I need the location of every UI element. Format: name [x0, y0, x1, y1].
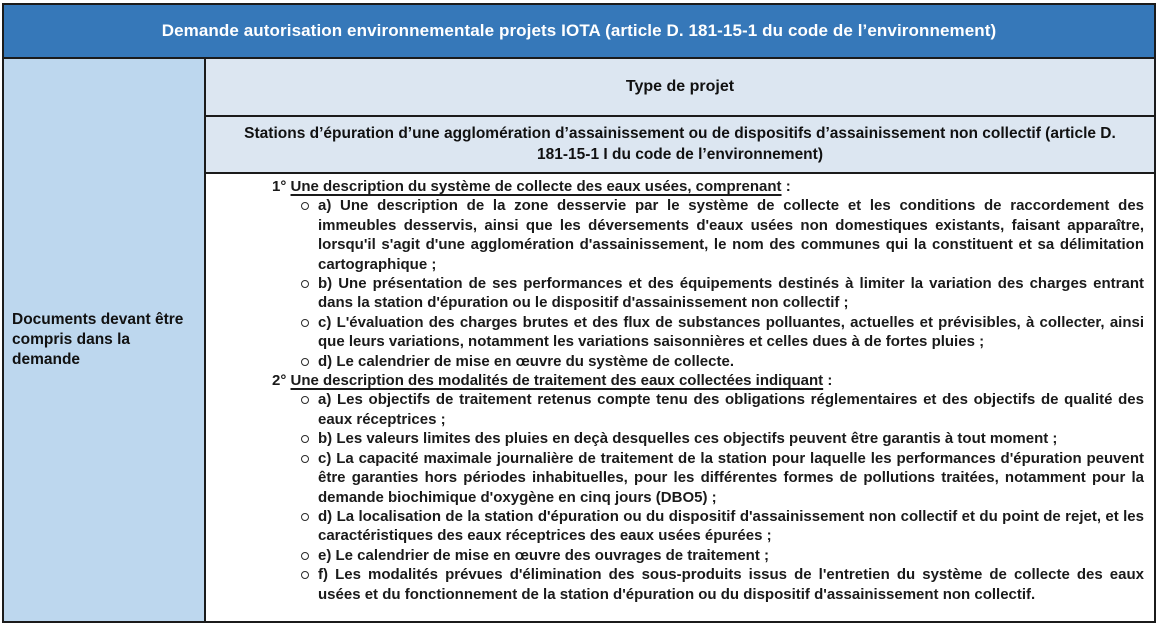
circle-bullet-icon	[301, 396, 309, 404]
column-header-label: Type de projet	[625, 78, 735, 95]
section-2	[206, 371, 1144, 604]
circle-bullet-icon	[301, 435, 309, 443]
list-item-text: a) Une description de la zone desservie par le système de collecte et les conditions de raccordement des immeubles desservis, ainsi que les déversements d'eaux usées non domestiques existants, faisant apparaître, lorsqu'il s'agit d'une agglomération d'assainissement, le nom des communes qui la constituent et sa délimitation cartographique ;	[318, 197, 1144, 273]
page-title: Demande autorisation environnementale projets IOTA (article D. 181-15-1 du code de l’environnement)	[161, 21, 997, 40]
circle-bullet-icon	[301, 571, 309, 579]
column-header-type-de-projet	[206, 59, 1154, 117]
list-item	[318, 449, 1144, 507]
section-1-heading	[272, 177, 1144, 196]
list-item	[318, 390, 1144, 429]
section-1	[206, 177, 1144, 371]
table-right-column	[206, 59, 1154, 621]
table-title-bar	[4, 5, 1154, 59]
table-content-row	[4, 59, 1154, 621]
documents-list-cell	[206, 174, 1154, 621]
section-2-number: 2°	[272, 372, 287, 390]
circle-bullet-icon	[301, 552, 309, 560]
row-header-label: Documents devant être compris dans la demande	[12, 311, 184, 368]
list-item-text: d) Le calendrier de mise en œuvre du système de collecte.	[318, 352, 734, 370]
circle-bullet-icon	[301, 202, 309, 210]
list-item	[318, 313, 1144, 352]
list-item-text: b) Les valeurs limites des pluies en deçà desquelles ces objectifs peuvent être garantis à tout moment ;	[318, 430, 1058, 448]
circle-bullet-icon	[301, 455, 309, 463]
list-item-text: e) Le calendrier de mise en œuvre des ouvrages de traitement ;	[318, 546, 769, 564]
list-item	[318, 546, 1144, 565]
circle-bullet-icon	[301, 280, 309, 288]
list-item	[318, 196, 1144, 274]
circle-bullet-icon	[301, 358, 309, 366]
list-item-text: d) La localisation de la station d'épuration ou du dispositif d'assainissement non collectif et du point de rejet, et les caractéristiques des eaux réceptrices des eaux usées épurées ;	[318, 507, 1144, 545]
project-type-label: Stations d’épuration d’une agglomération d’assainissement ou de dispositifs d’assainissement non collectif (article D. 181-15-1 I du code de l’environnement)	[244, 125, 1116, 163]
section-2-heading-text: Une description des modalités de traitement des eaux collectées indiquant	[290, 372, 824, 390]
circle-bullet-icon	[301, 319, 309, 327]
list-item-text: c) L'évaluation des charges brutes et des flux de substances polluantes, actuelles et prévisibles, à collecter, ainsi que leurs variations, notamment les variations saisonnières et celles dues à de fortes pluies ;	[318, 313, 1144, 351]
section-1-heading-suffix: :	[781, 178, 791, 195]
authorization-table	[2, 3, 1156, 623]
list-item-text: c) La capacité maximale journalière de traitement de la station pour laquelle les performances d'épuration peuvent être garanties hors périodes inhabituelles, pour les différentes formes de pollutions traitées, notamment pour la demande biochimique d'oxygène en cinq jours (DBO5) ;	[318, 449, 1144, 506]
section-2-heading	[272, 371, 1144, 390]
list-item-text: f) Les modalités prévues d'élimination des sous-produits issus de l'entretien du système de collecte des eaux usées et du fonctionnement de la station d'épuration ou du dispositif d'assainissement non collectif.	[318, 566, 1144, 603]
list-item	[318, 429, 1144, 448]
section-1-number: 1°	[272, 178, 287, 195]
list-item	[318, 565, 1144, 604]
section-1-heading-text: Une description du système de collecte des eaux usées, comprenant	[290, 178, 782, 195]
section-1-items	[206, 196, 1144, 371]
list-item	[318, 274, 1144, 313]
list-item-text: a) Les objectifs de traitement retenus compte tenu des obligations réglementaires et des objectifs de qualité des eaux réceptrices ;	[318, 391, 1144, 428]
row-header-documents	[4, 59, 206, 621]
list-item-text: b) Une présentation de ses performances et des équipements destinés à limiter la variation des charges entrant dans la station d'épuration ou le dispositif d'assainissement non collectif ;	[318, 275, 1144, 312]
project-type-cell	[206, 117, 1154, 174]
list-item	[318, 507, 1144, 546]
section-2-heading-suffix: :	[823, 372, 833, 390]
list-item	[318, 352, 1144, 371]
circle-bullet-icon	[301, 513, 309, 521]
section-2-items	[206, 390, 1144, 603]
